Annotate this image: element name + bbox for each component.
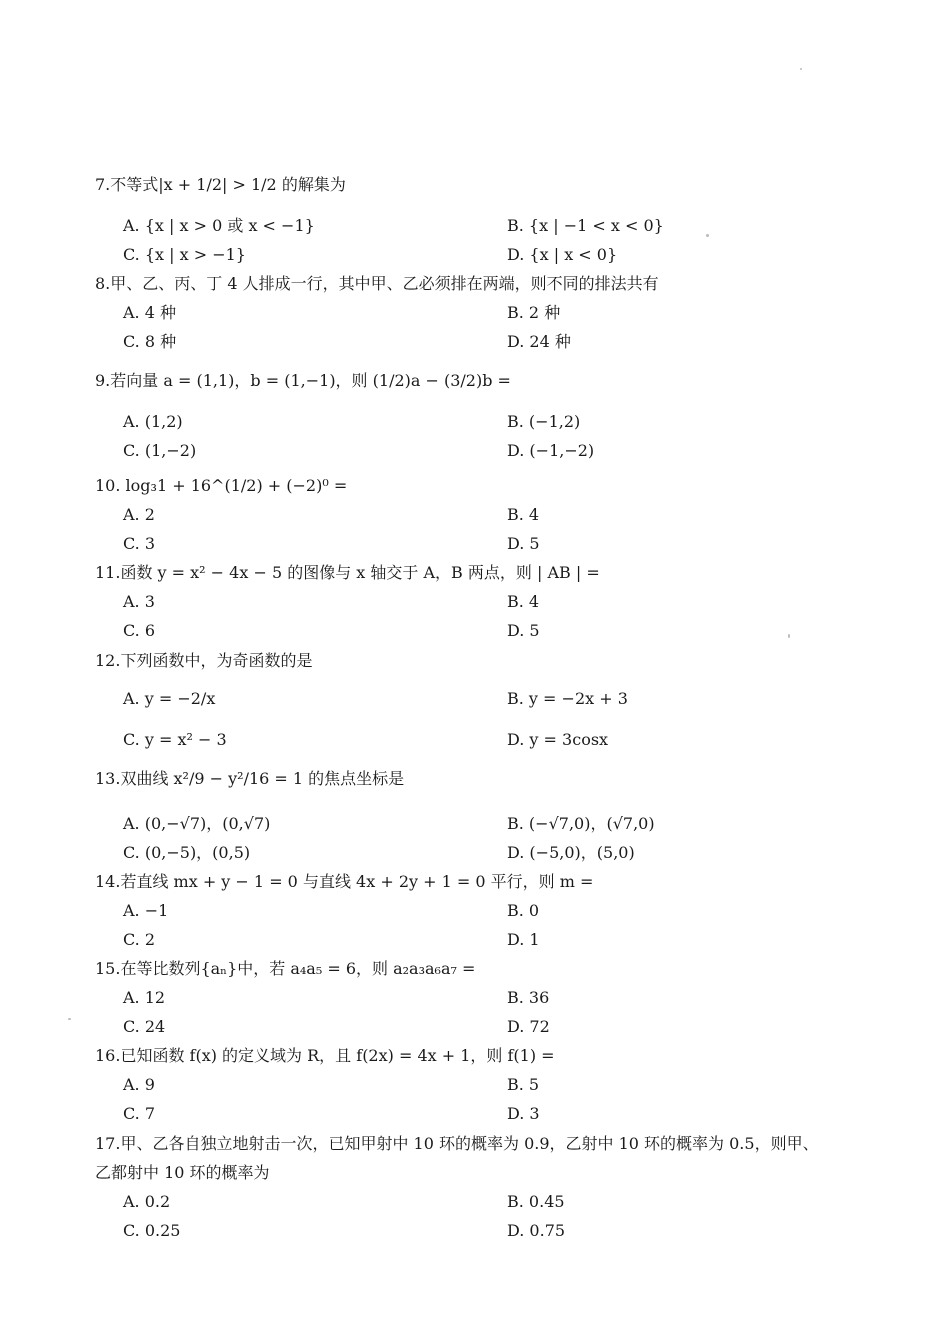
question-15-option-a: A. 12 bbox=[123, 988, 166, 1007]
question-12-option-b: B. y = −2x + 3 bbox=[507, 689, 628, 708]
question-7-option-a: A. {x | x > 0 或 x < −1} bbox=[123, 216, 315, 235]
question-10-option-d: D. 5 bbox=[507, 534, 540, 553]
question-11-option-c: C. 6 bbox=[123, 621, 156, 640]
question-7-option-d: D. {x | x < 0} bbox=[507, 245, 618, 264]
question-11-option-b: B. 4 bbox=[507, 592, 540, 611]
scan-speck bbox=[68, 1018, 71, 1020]
question-9-option-a: A. (1,2) bbox=[123, 412, 183, 431]
question-16-option-b: B. 5 bbox=[507, 1075, 540, 1094]
question-9-option-b: B. (−1,2) bbox=[507, 412, 581, 431]
question-13-option-a: A. (0,−√7)，(0,√7) bbox=[123, 814, 271, 833]
question-15-option-d: D. 72 bbox=[507, 1017, 550, 1036]
question-15-option-c: C. 24 bbox=[123, 1017, 166, 1036]
question-10-option-b: B. 4 bbox=[507, 505, 540, 524]
question-17-option-d: D. 0.75 bbox=[507, 1221, 566, 1240]
question-7-stem: 7.不等式|x + 1/2| > 1/2 的解集为 bbox=[95, 175, 346, 194]
question-10-option-c: C. 3 bbox=[123, 534, 156, 553]
question-8-option-c: C. 8 种 bbox=[123, 332, 177, 351]
question-14-option-c: C. 2 bbox=[123, 930, 156, 949]
question-11-stem: 11.函数 y = x² − 4x − 5 的图像与 x 轴交于 A，B 两点，则 | AB | = bbox=[95, 563, 600, 582]
question-16-stem: 16.已知函数 f(x) 的定义域为 R，且 f(2x) = 4x + 1，则 f(1) = bbox=[95, 1046, 555, 1065]
question-9-option-c: C. (1,−2) bbox=[123, 441, 197, 460]
question-10-option-a: A. 2 bbox=[123, 505, 155, 524]
question-12-stem: 12.下列函数中，为奇函数的是 bbox=[95, 651, 313, 670]
question-17-option-a: A. 0.2 bbox=[123, 1192, 171, 1211]
question-9-stem: 9.若向量 a = (1,1)，b = (1,−1)，则 (1/2)a − (3/2)b = bbox=[95, 371, 511, 390]
question-14-stem: 14.若直线 mx + y − 1 = 0 与直线 4x + 2y + 1 = 0 平行，则 m = bbox=[95, 872, 594, 891]
scan-speck bbox=[788, 634, 790, 638]
question-15-option-b: B. 36 bbox=[507, 988, 550, 1007]
question-17-option-b: B. 0.45 bbox=[507, 1192, 565, 1211]
question-11-option-a: A. 3 bbox=[123, 592, 155, 611]
question-10-stem: 10. log₃1 + 16^(1/2) + (−2)⁰ = bbox=[95, 476, 348, 495]
scan-speck bbox=[800, 68, 802, 70]
question-13-stem: 13.双曲线 x²/9 − y²/16 = 1 的焦点坐标是 bbox=[95, 769, 405, 788]
question-14-option-a: A. −1 bbox=[123, 901, 169, 920]
question-16-option-a: A. 9 bbox=[123, 1075, 155, 1094]
question-8-option-b: B. 2 种 bbox=[507, 303, 561, 322]
question-12-option-a: A. y = −2/x bbox=[123, 689, 216, 708]
question-17-stem-continued: 乙都射中 10 环的概率为 bbox=[95, 1163, 270, 1182]
question-8-option-a: A. 4 种 bbox=[123, 303, 176, 322]
question-8-stem: 8.甲、乙、丙、丁 4 人排成一行，其中甲、乙必须排在两端，则不同的排法共有 bbox=[95, 274, 659, 293]
question-14-option-d: D. 1 bbox=[507, 930, 540, 949]
question-13-option-b: B. (−√7,0)，(√7,0) bbox=[507, 814, 655, 833]
question-9-option-d: D. (−1,−2) bbox=[507, 441, 595, 460]
question-7-option-b: B. {x | −1 < x < 0} bbox=[507, 216, 664, 235]
question-8-option-d: D. 24 种 bbox=[507, 332, 571, 351]
question-13-option-d: D. (−5,0)，(5,0) bbox=[507, 843, 635, 862]
question-7-option-c: C. {x | x > −1} bbox=[123, 245, 246, 264]
scan-speck bbox=[706, 234, 709, 237]
question-17-option-c: C. 0.25 bbox=[123, 1221, 181, 1240]
question-17-stem: 17.甲、乙各自独立地射击一次，已知甲射中 10 环的概率为 0.9，乙射中 10 环的概率为 0.5，则甲、 bbox=[95, 1134, 819, 1153]
question-16-option-c: C. 7 bbox=[123, 1104, 156, 1123]
question-11-option-d: D. 5 bbox=[507, 621, 540, 640]
question-14-option-b: B. 0 bbox=[507, 901, 540, 920]
question-13-option-c: C. (0,−5)，(0,5) bbox=[123, 843, 251, 862]
question-16-option-d: D. 3 bbox=[507, 1104, 540, 1123]
question-12-option-c: C. y = x² − 3 bbox=[123, 730, 227, 749]
question-12-option-d: D. y = 3cosx bbox=[507, 730, 609, 749]
question-15-stem: 15.在等比数列{aₙ}中，若 a₄a₅ = 6，则 a₂a₃a₆a₇ = bbox=[95, 959, 476, 978]
